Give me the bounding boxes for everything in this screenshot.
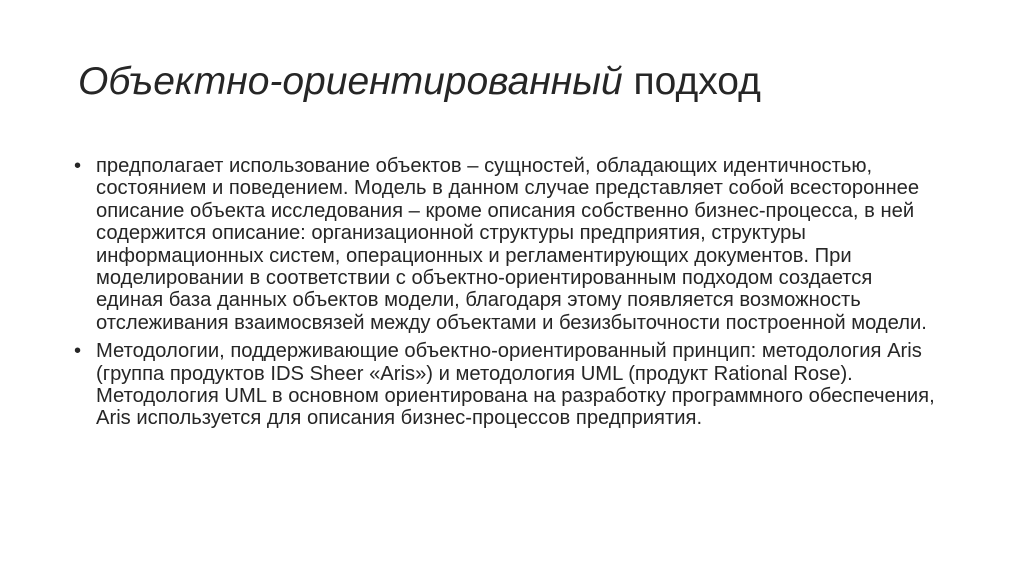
bullet-text: Методологии, поддерживающие объектно-ориентированный принцип: методология Aris (группа продуктов IDS Sheer «Aris») и методология UML (продукт Rational Rose). Методология UML в основном ориентирована на разработку программного обеспечения, Aris используется для описания бизнес-процессов предприятия. (96, 340, 935, 430)
slide-title (78, 58, 761, 106)
slide-title-italic: Объектно-ориентированный (78, 60, 623, 103)
slide-title-rest: подход (622, 60, 761, 103)
bullet-text: предполагает использование объектов – сущностей, обладающих идентичностью, состоянием и поведением. Модель в данном случае представляет собой всестороннее описание объекта исследования – кроме описания собственно бизнес-процесса, в ней содержится описание: организационной структуры предприятия, структуры информационных систем, операционных и регламентирующих документов. При моделировании в соответствии с объектно-ориентированным подходом создается единая база данных объектов модели, благодаря этому появляется возможность отслеживания взаимосвязей между объектами и безизбыточности построенной модели. (96, 155, 927, 334)
bullet-item (74, 340, 944, 430)
bullet-dot-icon: • (74, 340, 82, 363)
bullet-item (74, 155, 944, 334)
bullet-dot-icon: • (74, 155, 82, 177)
bullet-list (74, 155, 944, 436)
